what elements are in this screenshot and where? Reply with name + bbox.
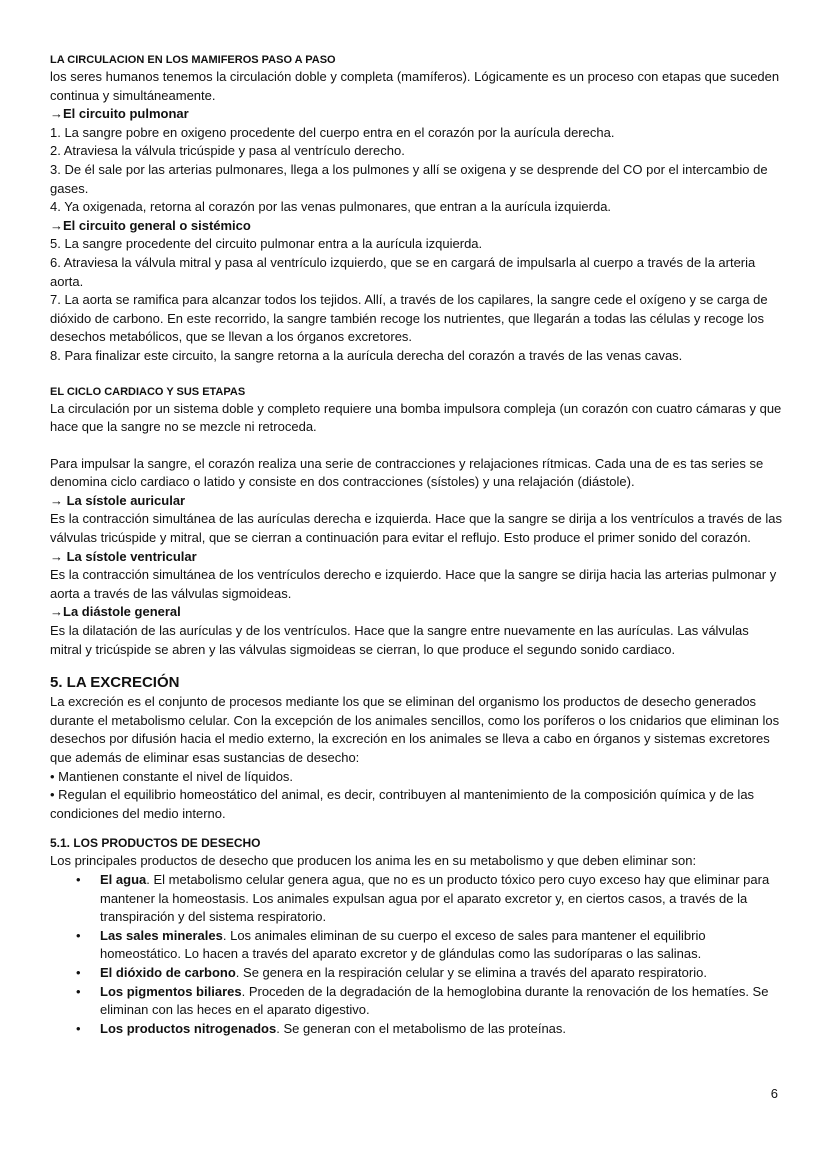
- bullet-icon: •: [76, 871, 81, 887]
- bullet-icon: •: [76, 927, 81, 943]
- list-item: [50, 964, 782, 983]
- step-item: 8. Para finalizar este circuito, la sangre retorna a la aurícula derecha del corazón a través de las venas cavas.: [50, 347, 683, 363]
- list-item-text: . Se generan con el metabolismo de las proteínas.: [276, 1020, 567, 1036]
- section-title-excrecion: 5. LA EXCRECIÓN: [50, 674, 180, 692]
- section-title-circulacion: LA CIRCULACION EN LOS MAMIFEROS PASO A PASO: [50, 54, 336, 66]
- bullet-icon: •: [76, 1020, 81, 1036]
- paragraph: los seres humanos tenemos la circulación doble y completa (mamíferos). Lógicamente es un proceso con etapas que suceden continua y simultáneamente.: [50, 69, 780, 103]
- list-item-text: . Se genera en la respiración celular y se elimina a través del aparato respiratorio.: [235, 964, 707, 980]
- step-item: 4. Ya oxigenada, retorna al corazón por las venas pulmonares, que entran a la aurícula izquierda.: [50, 199, 612, 215]
- step-item: 5. La sangre procedente del circuito pulmonar entra a la aurícula izquierda.: [50, 236, 483, 252]
- subheading-diastole-general: →La diástole general: [50, 604, 181, 620]
- section-title-ciclo-cardiaco: EL CICLO CARDIACO Y SUS ETAPAS: [50, 385, 246, 398]
- step-item: 1. La sangre pobre en oxigeno procedente del cuerpo entra en el corazón por la aurícula derecha.: [50, 124, 615, 140]
- subheading-circuito-general: →El circuito general o sistémico: [50, 217, 251, 233]
- section-title-productos-desecho: 5.1. LOS PRODUCTOS DE DESECHO: [50, 836, 261, 851]
- list-item-term: Los productos nitrogenados: [100, 1020, 277, 1036]
- bullet-icon: •: [76, 983, 81, 999]
- subheading-sistole-ventricular: → La sístole ventricular: [50, 548, 197, 564]
- bullet-icon: •: [76, 964, 81, 980]
- paragraph: La circulación por un sistema doble y completo requiere una bomba impulsora compleja (un corazón con cuatro cámaras y que hace que la sangre no se mezcle ni retroceda.: [50, 400, 782, 435]
- list-item-term: Los pigmentos biliares: [100, 983, 242, 999]
- document-page: [50, 52, 782, 1038]
- subheading-sistole-auricular: → La sístole auricular: [50, 492, 186, 508]
- bullet-item: • Regulan el equilibrio homeostático del animal, es decir, contribuyen al mantenimiento de la composición química y de las condiciones del medio interno.: [50, 787, 755, 821]
- paragraph: Es la contracción simultánea de los ventrículos derecho e izquierdo. Hace que la sangre se dirija hacia las arterias pulmonar y aorta a través de las válvulas sigmoideas.: [50, 567, 777, 601]
- step-item: 7. La aorta se ramifica para alcanzar todos los tejidos. Allí, a través de los capilares, la sangre cede el oxígeno y se carga de dióxido de carbono. En este recorrido, la sangre también recoge los nutrientes, que llegarán a todas las células y recoge los desechos metabólicos, que se llevan a los órganos excretores.: [50, 292, 768, 345]
- list-item-term: El agua: [100, 871, 147, 887]
- bullet-item: • Mantienen constante el nivel de líquidos.: [50, 768, 294, 784]
- list-item: [50, 871, 782, 927]
- products-list: [50, 871, 782, 1038]
- page-number: 6: [770, 1086, 778, 1101]
- list-item-text: . Proceden de la degradación de la hemoglobina durante la renovación de los hematíes. Se eliminan con las heces en el aparato digestivo.: [100, 983, 769, 1018]
- step-item: 6. Atraviesa la válvula mitral y pasa al ventrículo izquierdo, que se en cargará de impulsarla al cuerpo a través de la arteria aorta.: [50, 254, 756, 289]
- paragraph: Es la dilatación de las aurículas y de los ventrículos. Hace que la sangre entre nuevamente en las aurículas. Las válvulas mitral y tricúspide se abren y las válvulas sigmoideas se cierran, lo que produce el segundo sonido cardiaco.: [50, 623, 749, 657]
- paragraph: La excreción es el conjunto de procesos mediante los que se eliminan del organismo los productos de desecho generados durante el metabolismo celular. Con la excepción de los animales sencillos, como los poríferos o los cnidarios que eliminan los desechos por difusión hacia el medio externo, la excreción en los animales se lleva a cabo en órganos y sistemas excretores que además de eliminar esas sustancias de desecho:: [50, 694, 780, 765]
- step-item: 2. Atraviesa la válvula tricúspide y pasa al ventrículo derecho.: [50, 143, 405, 159]
- list-item: [50, 983, 782, 1020]
- list-item-term: Las sales minerales: [100, 927, 223, 943]
- list-item: [50, 1020, 782, 1039]
- list-item: [50, 927, 782, 964]
- list-item-text: . Los animales eliminan de su cuerpo el exceso de sales para mantener el equilibrio homeostático. Lo hacen a través del aparato excretor y de glándulas como las sudoríparas o las salinas.: [100, 927, 706, 962]
- list-item-text: . El metabolismo celular genera agua, que no es un producto tóxico pero cuyo exceso hay que eliminar para mantener la homeostasis. Los animales expulsan agua por el aparato excretor y, en ciertos casos, a través de la transpiración y del sistema respiratorio.: [100, 871, 770, 925]
- paragraph: Para impulsar la sangre, el corazón realiza una serie de contracciones y relajaciones rítmicas. Cada una de es tas series se denomina ciclo cardiaco o latido y consiste en dos contracciones (sístoles) y una relajación (diástole).: [50, 455, 764, 490]
- paragraph: Los principales productos de desecho que producen los anima les en su metabolismo y que deben eliminar son:: [50, 853, 697, 869]
- step-item: 3. De él sale por las arterias pulmonares, llega a los pulmones y allí se oxigena y se desprende del CO por el intercambio de gases.: [50, 161, 768, 196]
- list-item-term: El dióxido de carbono: [100, 964, 236, 980]
- paragraph: Es la contracción simultánea de las aurículas derecha e izquierda. Hace que la sangre se dirija a los ventrículos a través de las válvulas tricúspide y mitral, que se cierran a continuación para evitar el reflujo. Esto produce el primer sonido del corazón.: [50, 511, 783, 546]
- subheading-circuito-pulmonar: →El circuito pulmonar: [50, 106, 189, 122]
